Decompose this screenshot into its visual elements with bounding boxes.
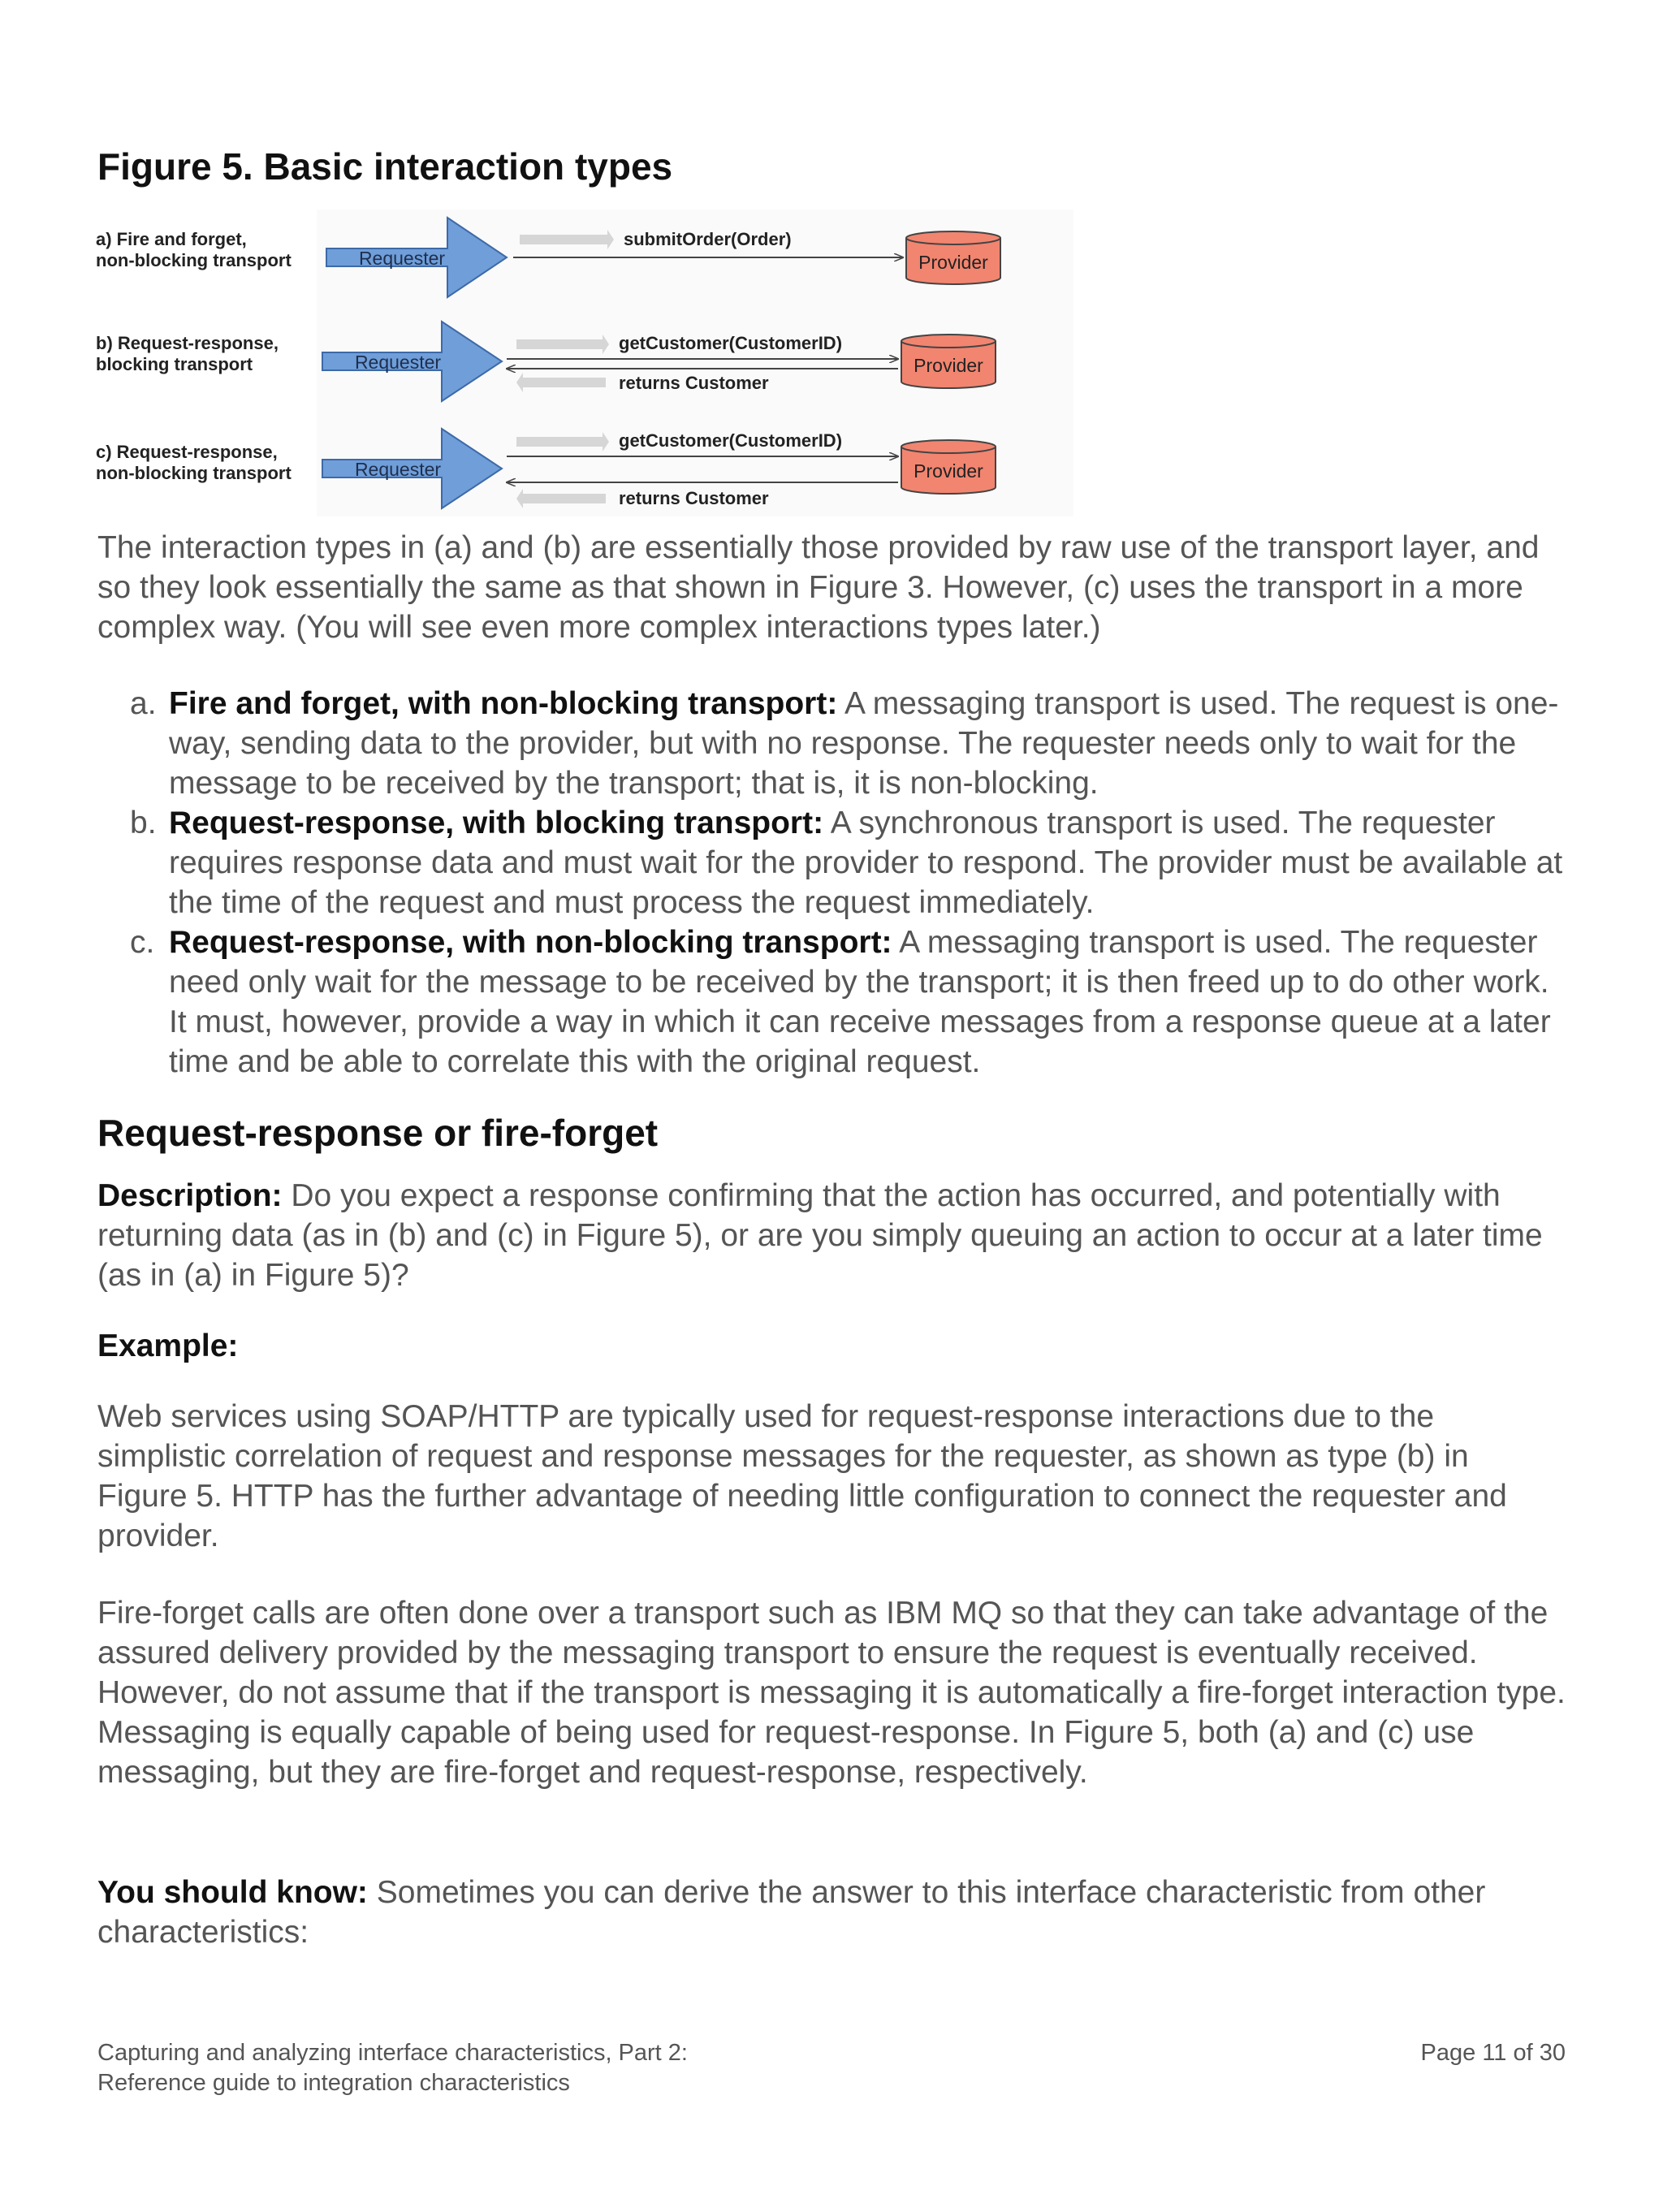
provider-label: Provider [914, 460, 983, 482]
should-know-lead: You should know: [97, 1875, 368, 1910]
row-c-label-line2: non-blocking transport [96, 463, 292, 483]
list-item-lead: Fire and forget, with non-blocking transport: [169, 686, 838, 721]
requester-label: Requester [354, 352, 442, 373]
example-label-text: Example: [97, 1328, 239, 1363]
provider-cylinder-top [906, 231, 1000, 244]
provider-cylinder-top [901, 335, 996, 348]
description-text: Do you expect a response confirming that the action has occurred, and potentially with returning data (as in (b) and (c) in Figure 5), or are you simply queuing an action to occur at a later time (as in (a) in Figure 5)? [97, 1178, 1543, 1293]
provider-label: Provider [918, 252, 988, 273]
provider-cylinder-top [901, 440, 996, 453]
request-message: submitOrder(Order) [624, 229, 792, 249]
page-footer [97, 2038, 1566, 2098]
list-item-lead: Request-response, with blocking transport: [169, 806, 824, 840]
list-marker: b. [130, 806, 157, 840]
requester-label: Requester [358, 248, 446, 269]
requester-label: Requester [354, 459, 442, 480]
request-message: getCustomer(CustomerID) [619, 430, 843, 451]
example-paragraph-1: Web services using SOAP/HTTP are typically used for request-response interactions due to the simplistic correlation of request and response messages for the requester, as shown as type (b) in Figure 5. HTTP has the further advantage of needing little configuration to connect the requester and provider. [97, 1399, 1507, 1553]
provider-label: Provider [914, 355, 983, 376]
example-label [97, 1326, 1567, 1366]
row-a-label-line1: a) Fire and forget, [96, 229, 247, 249]
list-item-text: A synchronous transport is used. The requester requires response data and must wait for the provider to respond. The provider must be available at the time of the request and must process the request immediately. [169, 806, 1563, 920]
row-c-label-line1: c) Request-response, [96, 442, 278, 462]
row-b-label-line1: b) Request-response, [96, 333, 279, 353]
should-know-text: Sometimes you can derive the answer to this interface characteristic from other characteristics: [97, 1875, 1486, 1950]
description-paragraph [97, 1176, 1567, 1295]
example-paragraph-2: Fire-forget calls are often done over a transport such as IBM MQ so that they can take advantage of the assured delivery provided by the messaging transport to ensure the request is eventually received. However, do not assume that if the transport is messaging it is automatically a fire-forget interaction type. Messaging is equally capable of being used for request-response. In Figure 5, both (a) and (c) use messaging, but they are fire-forget and request-response, respectively. [97, 1596, 1566, 1790]
figure-title: Figure 5. Basic interaction types [97, 145, 673, 188]
list-marker: a. [130, 686, 157, 721]
list-marker: c. [130, 925, 155, 960]
list-item [97, 684, 1567, 803]
intro-paragraph: The interaction types in (a) and (b) are essentially those provided by raw use of the transport layer, and so they look essentially the same as that shown in Figure 3. However, (c) uses the transport in a more complex way. (You will see even more complex interactions types later.) [97, 530, 1540, 645]
list-item-text: A messaging transport is used. The requester need only wait for the message to be received by the transport; it is then freed up to do other work. It must, however, provide a way in which it can receive messages from a response queue at a later time and be able to correlate this with the original request. [169, 925, 1551, 1079]
response-message: returns Customer [619, 373, 769, 393]
section-heading: Request-response or fire-forget [97, 1112, 659, 1154]
request-message: getCustomer(CustomerID) [619, 333, 843, 353]
response-message: returns Customer [619, 488, 769, 508]
list-item [97, 803, 1567, 922]
footer-title-line1: Capturing and analyzing interface characteristics, Part 2: [97, 2040, 688, 2066]
interaction-type-list [97, 684, 1567, 1082]
list-item-lead: Request-response, with non-blocking transport: [169, 925, 892, 960]
list-item [97, 922, 1567, 1082]
interaction-types-diagram [91, 210, 1073, 518]
page-number: Page 11 of 30 [1420, 2040, 1566, 2066]
should-know-paragraph [97, 1873, 1567, 1952]
footer-title-line2: Reference guide to integration characteristics [97, 2070, 570, 2096]
list-item-text: A messaging transport is used. The request is one-way, sending data to the provider, but with no response. The requester needs only to wait for the message to be received by the transport; that is, it is non-blocking. [169, 686, 1559, 801]
row-b-label-line2: blocking transport [96, 354, 253, 374]
description-lead: Description: [97, 1178, 283, 1213]
row-a-label-line2: non-blocking transport [96, 250, 292, 270]
